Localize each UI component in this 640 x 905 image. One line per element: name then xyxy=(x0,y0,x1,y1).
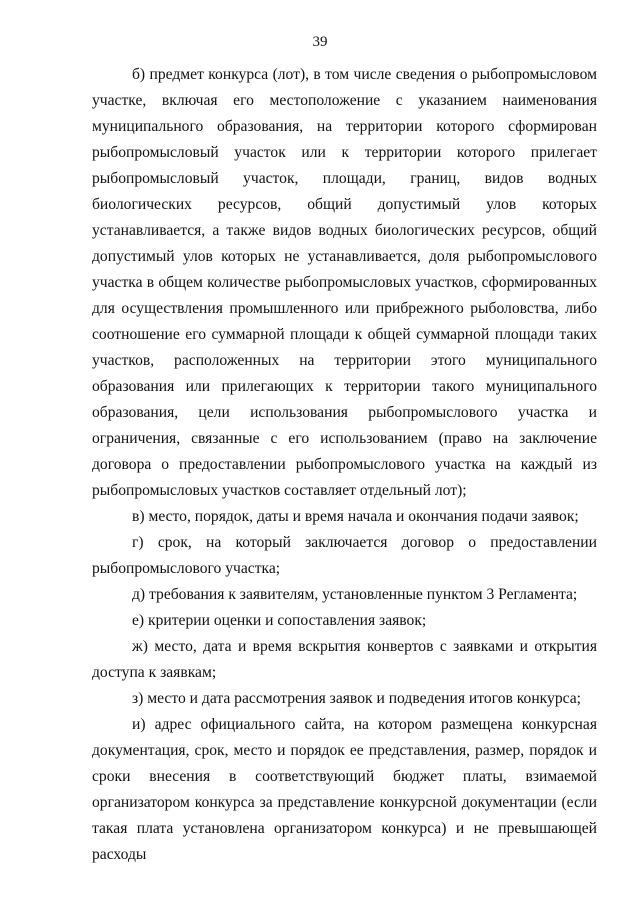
paragraph-zh: ж) место, дата и время вскрытия конвертов с заявками и открытия доступа к заявкам; xyxy=(92,638,597,681)
paragraph-g: г) срок, на который заключается договор о предоставлении рыбопромыслового участка; xyxy=(92,534,597,577)
paragraph-i: и) адрес официального сайта, на котором размещена конкурсная документация, срок, место и порядок ее представления, размер, порядок и сроки внесения в соответствующий бюджет платы, взимаемой организатором конкурса за представление конкурсной документации (если такая плата установлена организатором конкурса) и не превышающей расходы xyxy=(92,716,597,863)
page-number: 39 xyxy=(312,34,328,50)
paragraph-e: е) критерии оценки и сопоставления заявок; xyxy=(132,612,427,629)
paragraph-z: з) место и дата рассмотрения заявок и подведения итогов конкурса; xyxy=(132,690,581,707)
paragraph-b: б) предмет конкурса (лот), в том числе сведения о рыбопромысловом участке, включая его местоположение с указанием наименования муниципального образования, на территории которого сформирован рыбопромысловый участок или к территории которого прилегает рыбопромысловый участок, площади, границ, видов водных биологических ресурсов, общий допустимый улов которых устанавливается, а также видов водных биологических ресурсов, общий допустимый улов которых не устанавливается, доля рыбопромыслового участка в общем количестве рыбопромысловых участков, сформированных для осуществления промышленного или прибрежного рыболовства, либо соотношение его суммарной площади к общей суммарной площади таких участков, расположенных на территории этого муниципального образования или прилегающих к территории такого муниципального образования, цели использования рыбопромыслового участка и ограничения, связанные с его использованием (право на заключение договора о предоставлении рыбопромыслового участка на каждый из рыбопромысловых участков составляет отдельный лот); xyxy=(92,66,597,499)
paragraph-v: в) место, порядок, даты и время начала и окончания подачи заявок; xyxy=(132,508,579,525)
page-body xyxy=(92,62,597,868)
paragraph-d: д) требования к заявителям, установленные пунктом 3 Регламента; xyxy=(132,586,578,603)
